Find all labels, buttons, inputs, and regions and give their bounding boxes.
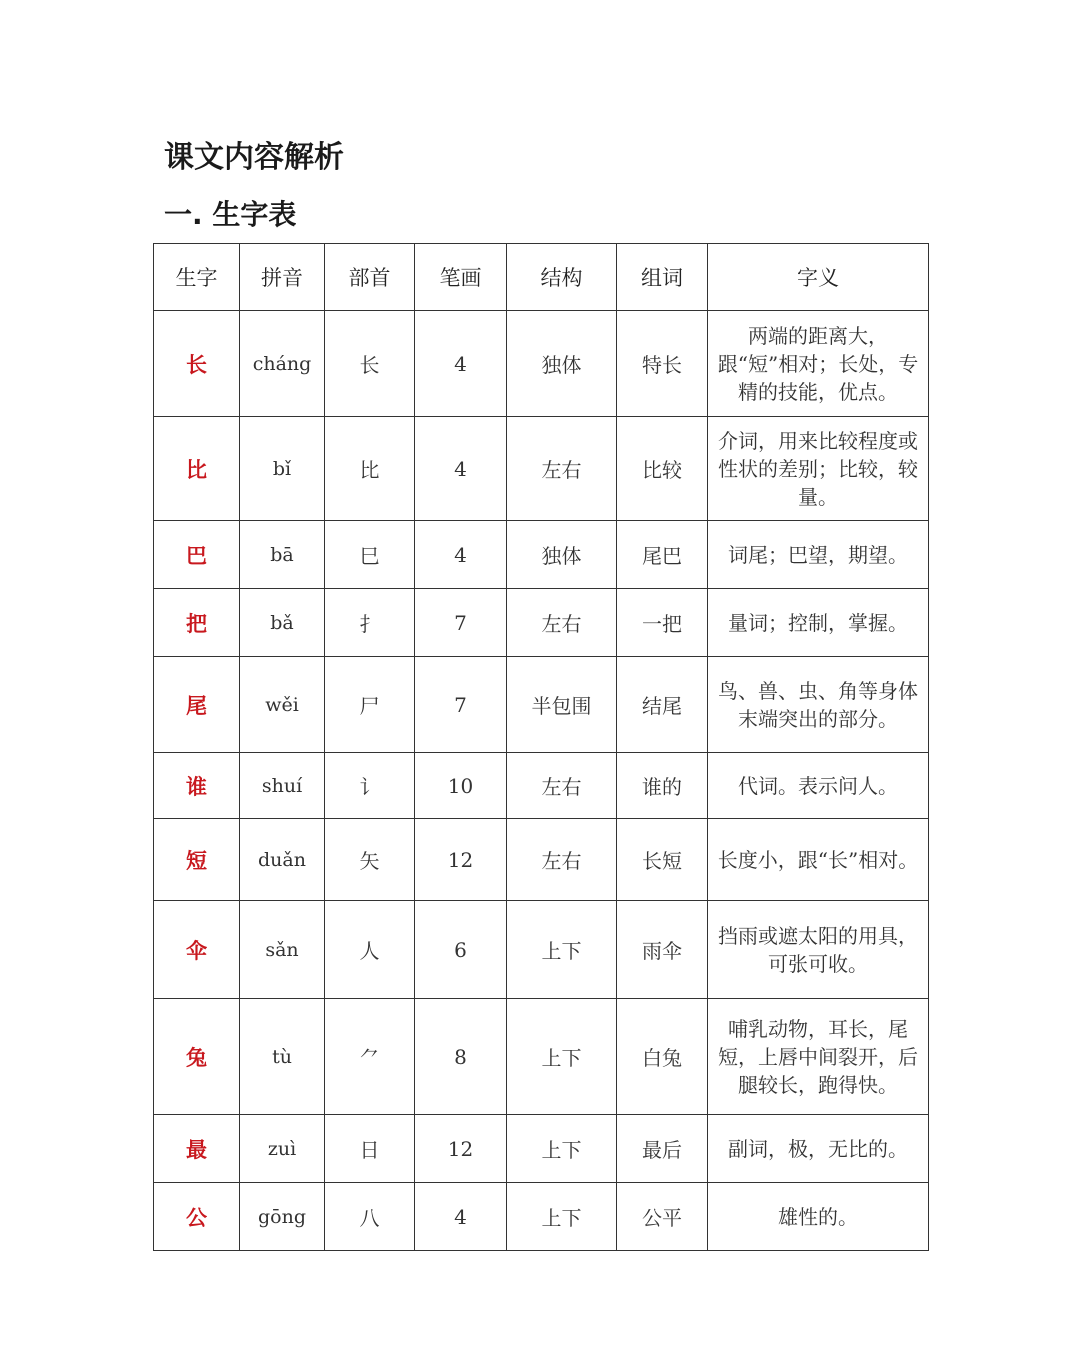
cell-word: 长短 xyxy=(617,819,708,901)
cell-structure: 独体 xyxy=(507,311,617,417)
cell-structure: 左右 xyxy=(507,753,617,819)
cell-pinyin: gōng xyxy=(240,1183,325,1251)
cell-radical: 长 xyxy=(325,311,415,417)
cell-strokes: 4 xyxy=(415,311,507,417)
cell-char: 最 xyxy=(154,1115,240,1183)
cell-radical: 扌 xyxy=(325,589,415,657)
cell-meaning: 两端的距离大，跟“短”相对；长处，专精的技能，优点。 xyxy=(708,311,929,417)
cell-radical: 人 xyxy=(325,901,415,999)
table-row xyxy=(154,311,929,417)
header-char: 生字 xyxy=(154,244,240,311)
cell-pinyin: sǎn xyxy=(240,901,325,999)
cell-meaning: 鸟、兽、虫、角等身体末端突出的部分。 xyxy=(708,657,929,753)
cell-meaning: 长度小，跟“长”相对。 xyxy=(708,819,929,901)
cell-meaning: 量词；控制，掌握。 xyxy=(708,589,929,657)
cell-pinyin: shuí xyxy=(240,753,325,819)
section-title: 一. 生字表 xyxy=(164,198,297,231)
cell-meaning: 代词。表示问人。 xyxy=(708,753,929,819)
cell-pinyin: bǐ xyxy=(240,417,325,521)
cell-char: 伞 xyxy=(154,901,240,999)
cell-radical: 矢 xyxy=(325,819,415,901)
cell-strokes: 4 xyxy=(415,417,507,521)
vocabulary-table xyxy=(153,243,929,1251)
cell-meaning: 挡雨或遮太阳的用具，可张可收。 xyxy=(708,901,929,999)
cell-strokes: 6 xyxy=(415,901,507,999)
cell-radical: 巳 xyxy=(325,521,415,589)
table-row xyxy=(154,589,929,657)
table-row xyxy=(154,657,929,753)
table-row xyxy=(154,1183,929,1251)
cell-radical: ⺈ xyxy=(325,999,415,1115)
cell-structure: 左右 xyxy=(507,417,617,521)
cell-char: 公 xyxy=(154,1183,240,1251)
cell-radical: 日 xyxy=(325,1115,415,1183)
cell-radical: 讠 xyxy=(325,753,415,819)
cell-structure: 左右 xyxy=(507,819,617,901)
table-row xyxy=(154,753,929,819)
cell-char: 谁 xyxy=(154,753,240,819)
table-header-row xyxy=(154,244,929,311)
cell-strokes: 8 xyxy=(415,999,507,1115)
cell-char: 短 xyxy=(154,819,240,901)
cell-strokes: 7 xyxy=(415,589,507,657)
cell-meaning: 介词，用来比较程度或性状的差别；比较，较量。 xyxy=(708,417,929,521)
cell-strokes: 10 xyxy=(415,753,507,819)
cell-radical: 比 xyxy=(325,417,415,521)
cell-pinyin: cháng xyxy=(240,311,325,417)
cell-word: 雨伞 xyxy=(617,901,708,999)
cell-strokes: 4 xyxy=(415,1183,507,1251)
cell-word: 谁的 xyxy=(617,753,708,819)
cell-word: 最后 xyxy=(617,1115,708,1183)
cell-word: 比较 xyxy=(617,417,708,521)
table-row xyxy=(154,819,929,901)
cell-word: 白兔 xyxy=(617,999,708,1115)
cell-char: 长 xyxy=(154,311,240,417)
table-row xyxy=(154,1115,929,1183)
cell-strokes: 12 xyxy=(415,1115,507,1183)
cell-meaning: 哺乳动物，耳长，尾短，上唇中间裂开，后腿较长，跑得快。 xyxy=(708,999,929,1115)
cell-pinyin: bǎ xyxy=(240,589,325,657)
cell-pinyin: wěi xyxy=(240,657,325,753)
cell-strokes: 7 xyxy=(415,657,507,753)
header-pinyin: 拼音 xyxy=(240,244,325,311)
header-meaning: 字义 xyxy=(708,244,929,311)
cell-pinyin: bā xyxy=(240,521,325,589)
cell-word: 尾巴 xyxy=(617,521,708,589)
header-word: 组词 xyxy=(617,244,708,311)
cell-word: 公平 xyxy=(617,1183,708,1251)
cell-pinyin: duǎn xyxy=(240,819,325,901)
cell-char: 巴 xyxy=(154,521,240,589)
cell-word: 一把 xyxy=(617,589,708,657)
cell-radical: 八 xyxy=(325,1183,415,1251)
cell-meaning: 副词，极，无比的。 xyxy=(708,1115,929,1183)
table-row xyxy=(154,999,929,1115)
cell-radical: 尸 xyxy=(325,657,415,753)
table-row xyxy=(154,521,929,589)
header-strokes: 笔画 xyxy=(415,244,507,311)
cell-char: 尾 xyxy=(154,657,240,753)
cell-structure: 上下 xyxy=(507,1115,617,1183)
cell-meaning: 词尾；巴望，期望。 xyxy=(708,521,929,589)
cell-structure: 上下 xyxy=(507,999,617,1115)
cell-structure: 上下 xyxy=(507,901,617,999)
cell-strokes: 4 xyxy=(415,521,507,589)
cell-char: 比 xyxy=(154,417,240,521)
cell-structure: 独体 xyxy=(507,521,617,589)
header-structure: 结构 xyxy=(507,244,617,311)
cell-word: 结尾 xyxy=(617,657,708,753)
cell-strokes: 12 xyxy=(415,819,507,901)
cell-char: 兔 xyxy=(154,999,240,1115)
cell-meaning: 雄性的。 xyxy=(708,1183,929,1251)
cell-structure: 半包围 xyxy=(507,657,617,753)
cell-pinyin: tù xyxy=(240,999,325,1115)
cell-char: 把 xyxy=(154,589,240,657)
cell-structure: 左右 xyxy=(507,589,617,657)
header-radical: 部首 xyxy=(325,244,415,311)
cell-structure: 上下 xyxy=(507,1183,617,1251)
cell-word: 特长 xyxy=(617,311,708,417)
table-row xyxy=(154,901,929,999)
table-row xyxy=(154,417,929,521)
document-title: 课文内容解析 xyxy=(164,140,344,175)
cell-pinyin: zuì xyxy=(240,1115,325,1183)
